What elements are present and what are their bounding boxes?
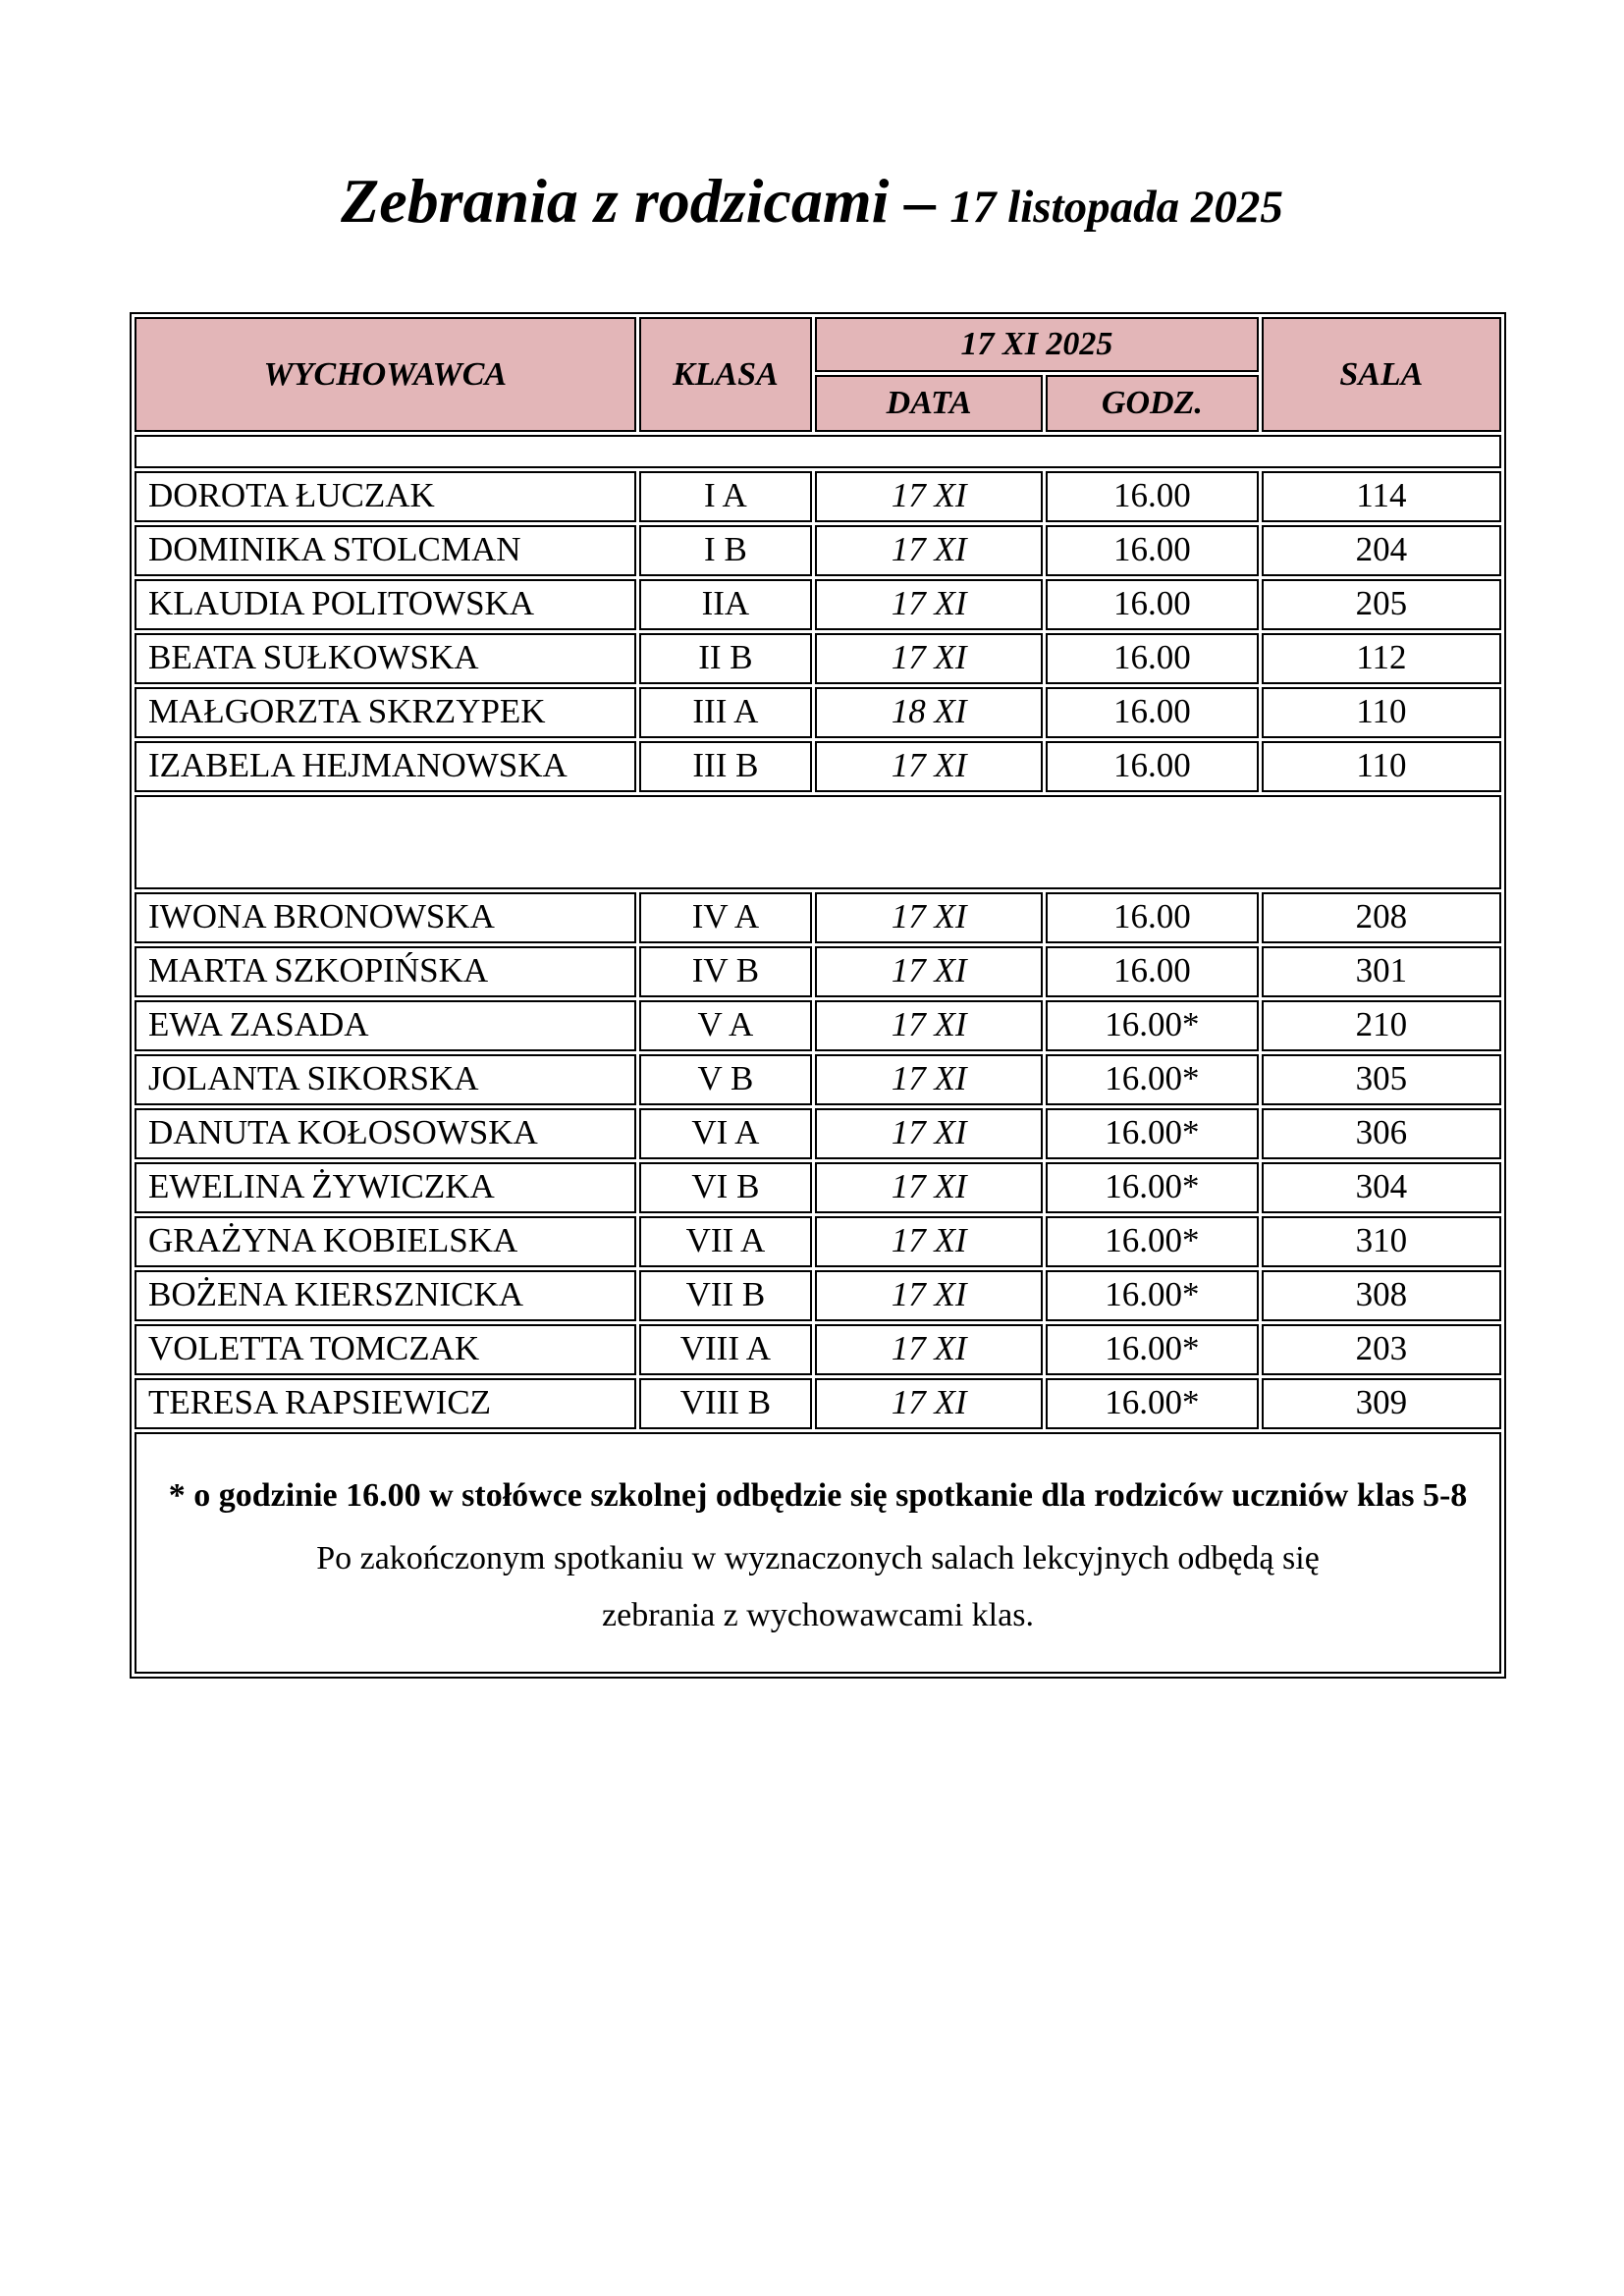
cell-room: 310 xyxy=(1262,1216,1501,1267)
table-row xyxy=(135,1162,1501,1213)
cell-time: 16.00 xyxy=(1046,525,1259,576)
table-row xyxy=(135,525,1501,576)
table-row xyxy=(135,1270,1501,1321)
cell-room: 210 xyxy=(1262,1000,1501,1051)
cell-time: 16.00* xyxy=(1046,1000,1259,1051)
footer-row xyxy=(135,1432,1501,1674)
cell-class: I B xyxy=(639,525,813,576)
cell-teacher: MARTA SZKOPIŃSKA xyxy=(135,946,636,997)
cell-date: 17 XI xyxy=(815,1108,1043,1159)
cell-time: 16.00* xyxy=(1046,1216,1259,1267)
cell-time: 16.00* xyxy=(1046,1270,1259,1321)
page-title xyxy=(0,165,1624,238)
cell-time: 16.00 xyxy=(1046,579,1259,630)
cell-class: II B xyxy=(639,633,813,684)
cell-room: 112 xyxy=(1262,633,1501,684)
table-row xyxy=(135,1378,1501,1429)
meetings-table xyxy=(130,312,1506,1679)
cell-time: 16.00 xyxy=(1046,741,1259,792)
cell-room: 205 xyxy=(1262,579,1501,630)
cell-date: 17 XI xyxy=(815,1378,1043,1429)
spacer-row-tall xyxy=(135,795,1501,889)
table-row xyxy=(135,471,1501,522)
cell-room: 110 xyxy=(1262,741,1501,792)
cell-teacher: DOROTA ŁUCZAK xyxy=(135,471,636,522)
cell-date: 17 XI xyxy=(815,946,1043,997)
table-row xyxy=(135,741,1501,792)
spacer-cell xyxy=(135,435,1501,468)
cell-teacher: KLAUDIA POLITOWSKA xyxy=(135,579,636,630)
cell-class: III A xyxy=(639,687,813,738)
cell-class: VI A xyxy=(639,1108,813,1159)
col-header-klasa: KLASA xyxy=(639,317,813,432)
table-row xyxy=(135,946,1501,997)
table-row xyxy=(135,1216,1501,1267)
cell-teacher: MAŁGORZTA SKRZYPEK xyxy=(135,687,636,738)
cell-class: V B xyxy=(639,1054,813,1105)
page-title-date: 17 listopada 2025 xyxy=(949,182,1283,233)
col-header-date-span: 17 XI 2025 xyxy=(815,317,1258,372)
cell-class: I A xyxy=(639,471,813,522)
cell-time: 16.00* xyxy=(1046,1108,1259,1159)
cell-teacher: GRAŻYNA KOBIELSKA xyxy=(135,1216,636,1267)
cell-room: 304 xyxy=(1262,1162,1501,1213)
spacer-cell xyxy=(135,795,1501,889)
spacer-row-thin xyxy=(135,435,1501,468)
cell-room: 306 xyxy=(1262,1108,1501,1159)
table-row xyxy=(135,1000,1501,1051)
table-row xyxy=(135,892,1501,943)
cell-room: 204 xyxy=(1262,525,1501,576)
cell-date: 17 XI xyxy=(815,633,1043,684)
cell-class: VII A xyxy=(639,1216,813,1267)
cell-time: 16.00* xyxy=(1046,1324,1259,1375)
cell-date: 17 XI xyxy=(815,1216,1043,1267)
table-row xyxy=(135,1324,1501,1375)
cell-room: 203 xyxy=(1262,1324,1501,1375)
cell-teacher: EWELINA ŻYWICZKA xyxy=(135,1162,636,1213)
cell-teacher: TERESA RAPSIEWICZ xyxy=(135,1378,636,1429)
cell-class: IV A xyxy=(639,892,813,943)
col-header-wychowawca: WYCHOWAWCA xyxy=(135,317,636,432)
cell-class: VIII A xyxy=(639,1324,813,1375)
cell-room: 114 xyxy=(1262,471,1501,522)
footer-note-line3: zebrania z wychowawcami klas. xyxy=(602,1597,1034,1633)
cell-time: 16.00 xyxy=(1046,471,1259,522)
cell-teacher: BOŻENA KIERSZNICKA xyxy=(135,1270,636,1321)
cell-teacher: IZABELA HEJMANOWSKA xyxy=(135,741,636,792)
cell-teacher: JOLANTA SIKORSKA xyxy=(135,1054,636,1105)
cell-date: 17 XI xyxy=(815,525,1043,576)
cell-room: 110 xyxy=(1262,687,1501,738)
cell-room: 208 xyxy=(1262,892,1501,943)
cell-teacher: BEATA SUŁKOWSKA xyxy=(135,633,636,684)
cell-time: 16.00* xyxy=(1046,1054,1259,1105)
table-header-row-top xyxy=(135,317,1501,372)
cell-teacher: EWA ZASADA xyxy=(135,1000,636,1051)
cell-date: 17 XI xyxy=(815,1270,1043,1321)
cell-class: V A xyxy=(639,1000,813,1051)
table-row xyxy=(135,687,1501,738)
table-row xyxy=(135,579,1501,630)
cell-time: 16.00 xyxy=(1046,687,1259,738)
cell-date: 17 XI xyxy=(815,471,1043,522)
cell-date: 18 XI xyxy=(815,687,1043,738)
cell-time: 16.00* xyxy=(1046,1378,1259,1429)
cell-date: 17 XI xyxy=(815,579,1043,630)
cell-time: 16.00 xyxy=(1046,633,1259,684)
cell-date: 17 XI xyxy=(815,1162,1043,1213)
footer-cell xyxy=(135,1432,1501,1674)
cell-class: IV B xyxy=(639,946,813,997)
table-row xyxy=(135,1054,1501,1105)
cell-date: 17 XI xyxy=(815,892,1043,943)
cell-class: IIA xyxy=(639,579,813,630)
cell-class: VI B xyxy=(639,1162,813,1213)
footer-note-line2: Po zakończonym spotkaniu w wyznaczonych salach lekcyjnych odbędą się xyxy=(316,1540,1320,1576)
footer-note-asterisk: * o godzinie 16.00 w stołówce szkolnej odbędzie się spotkanie dla rodziców uczniów klas 5-8 xyxy=(168,1477,1468,1514)
cell-teacher: IWONA BRONOWSKA xyxy=(135,892,636,943)
cell-teacher: VOLETTA TOMCZAK xyxy=(135,1324,636,1375)
table-row xyxy=(135,633,1501,684)
cell-teacher: DOMINIKA STOLCMAN xyxy=(135,525,636,576)
cell-room: 308 xyxy=(1262,1270,1501,1321)
col-header-sala: SALA xyxy=(1262,317,1501,432)
cell-class: III B xyxy=(639,741,813,792)
cell-date: 17 XI xyxy=(815,741,1043,792)
cell-room: 305 xyxy=(1262,1054,1501,1105)
page-title-main: Zebrania z rodzicami – xyxy=(341,166,937,236)
cell-date: 17 XI xyxy=(815,1054,1043,1105)
table-row xyxy=(135,1108,1501,1159)
cell-class: VIII B xyxy=(639,1378,813,1429)
cell-date: 17 XI xyxy=(815,1000,1043,1051)
cell-time: 16.00 xyxy=(1046,946,1259,997)
meetings-table-container xyxy=(130,312,1506,1679)
cell-room: 301 xyxy=(1262,946,1501,997)
cell-time: 16.00 xyxy=(1046,892,1259,943)
cell-time: 16.00* xyxy=(1046,1162,1259,1213)
col-header-godz: GODZ. xyxy=(1046,375,1259,432)
cell-room: 309 xyxy=(1262,1378,1501,1429)
cell-date: 17 XI xyxy=(815,1324,1043,1375)
cell-teacher: DANUTA KOŁOSOWSKA xyxy=(135,1108,636,1159)
cell-class: VII B xyxy=(639,1270,813,1321)
col-header-data: DATA xyxy=(815,375,1043,432)
